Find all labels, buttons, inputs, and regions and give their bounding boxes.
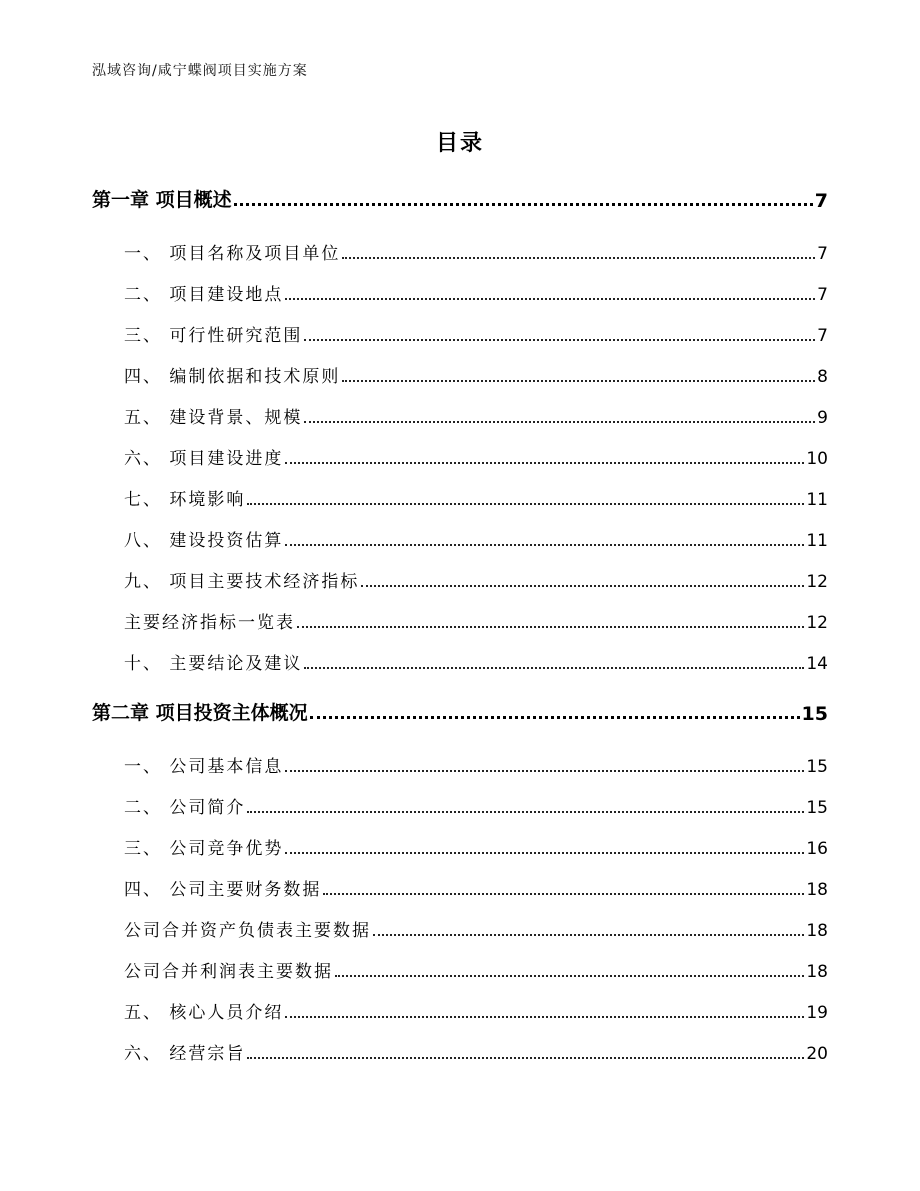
toc-entry-page: 12 [806, 572, 828, 592]
toc-entry-label: 四、 编制依据和技术原则 [124, 367, 341, 387]
toc-entry-page: 12 [806, 613, 828, 633]
toc-entry-page: 9 [817, 408, 828, 428]
toc-entry-label: 五、 核心人员介绍 [124, 1003, 284, 1023]
dot-leader [323, 893, 804, 895]
toc-entry-label: 公司合并利润表主要数据 [124, 962, 333, 982]
dot-leader [285, 544, 804, 546]
toc-section[interactable] [124, 566, 828, 592]
toc-entry-label: 第二章 项目投资主体概况 [92, 702, 308, 724]
dot-leader [373, 934, 804, 936]
dot-leader [297, 626, 804, 628]
toc-section[interactable] [124, 402, 828, 428]
toc-entry-page: 7 [817, 326, 828, 346]
toc-section[interactable] [124, 874, 828, 900]
running-header: 泓域咨询/咸宁蝶阀项目实施方案 [92, 63, 308, 79]
toc-entry-page: 15 [806, 757, 828, 777]
toc-entry-label: 八、 建设投资估算 [124, 531, 284, 551]
toc-entry-page: 10 [806, 449, 828, 469]
toc-entry-label: 主要经济指标一览表 [124, 613, 295, 633]
toc-entry-label: 二、 项目建设地点 [124, 285, 284, 305]
dot-leader [247, 503, 804, 505]
dot-leader [285, 770, 804, 772]
dot-leader [304, 667, 804, 669]
toc-entry-label: 一、 公司基本信息 [124, 757, 284, 777]
dot-leader [335, 975, 804, 977]
dot-leader [310, 716, 800, 719]
dot-leader [361, 585, 804, 587]
toc-section[interactable] [124, 1038, 828, 1064]
toc-entry-page: 7 [817, 244, 828, 264]
toc-section[interactable] [124, 361, 828, 387]
toc-entry-label: 六、 项目建设进度 [124, 449, 284, 469]
toc-section[interactable] [124, 833, 828, 859]
toc-section[interactable] [124, 525, 828, 551]
toc-entry-page: 20 [806, 1044, 828, 1064]
toc-entry-page: 15 [801, 703, 828, 725]
toc-entry-page: 7 [817, 285, 828, 305]
toc-entry-label: 第一章 项目概述 [92, 189, 232, 211]
toc-section[interactable] [124, 238, 828, 264]
toc-section[interactable] [124, 443, 828, 469]
page-title: 目录 [435, 131, 484, 156]
toc-section[interactable] [124, 279, 828, 305]
dot-leader [304, 421, 815, 423]
toc-chapter-1[interactable] [92, 186, 828, 212]
toc-section[interactable] [124, 484, 828, 510]
toc-entry-page: 19 [806, 1003, 828, 1023]
toc-section[interactable] [124, 751, 828, 777]
dot-leader [247, 1057, 804, 1059]
toc-entry-label: 六、 经营宗旨 [124, 1044, 246, 1064]
dot-leader [285, 1016, 804, 1018]
toc-entry-page: 15 [806, 798, 828, 818]
toc-entry-page: 18 [806, 921, 828, 941]
toc-section[interactable] [124, 956, 828, 982]
toc-entry-label: 五、 建设背景、规模 [124, 408, 303, 428]
toc-section[interactable] [124, 648, 828, 674]
toc-entry-label: 三、 公司竞争优势 [124, 839, 284, 859]
toc-entry-label: 四、 公司主要财务数据 [124, 880, 322, 900]
toc-entry-page: 7 [814, 190, 828, 212]
toc-entry-page: 18 [806, 880, 828, 900]
toc-entry-page: 11 [806, 531, 828, 551]
toc-section[interactable] [124, 792, 828, 818]
toc-entry-page: 16 [806, 839, 828, 859]
dot-leader [304, 339, 815, 341]
toc-section[interactable] [124, 997, 828, 1023]
dot-leader [247, 811, 804, 813]
toc-section[interactable] [124, 320, 828, 346]
toc-entry-label: 一、 项目名称及项目单位 [124, 244, 341, 264]
toc-entry-page: 14 [806, 654, 828, 674]
dot-leader [285, 852, 804, 854]
toc-entry-page: 18 [806, 962, 828, 982]
dot-leader [342, 257, 815, 259]
toc-entry-label: 公司合并资产负债表主要数据 [124, 921, 371, 941]
dot-leader [285, 462, 804, 464]
toc-entry-page: 11 [806, 490, 828, 510]
toc-entry-label: 七、 环境影响 [124, 490, 246, 510]
toc-entry-label: 九、 项目主要技术经济指标 [124, 572, 360, 592]
dot-leader [234, 203, 813, 206]
dot-leader [342, 380, 815, 382]
toc-entry-label: 三、 可行性研究范围 [124, 326, 303, 346]
toc-entry-label: 二、 公司简介 [124, 798, 246, 818]
toc-chapter-2[interactable] [92, 699, 828, 725]
toc-section[interactable] [124, 915, 828, 941]
toc-entry-page: 8 [817, 367, 828, 387]
dot-leader [285, 298, 815, 300]
toc-entry-label: 十、 主要结论及建议 [124, 654, 303, 674]
toc-section[interactable] [124, 607, 828, 633]
